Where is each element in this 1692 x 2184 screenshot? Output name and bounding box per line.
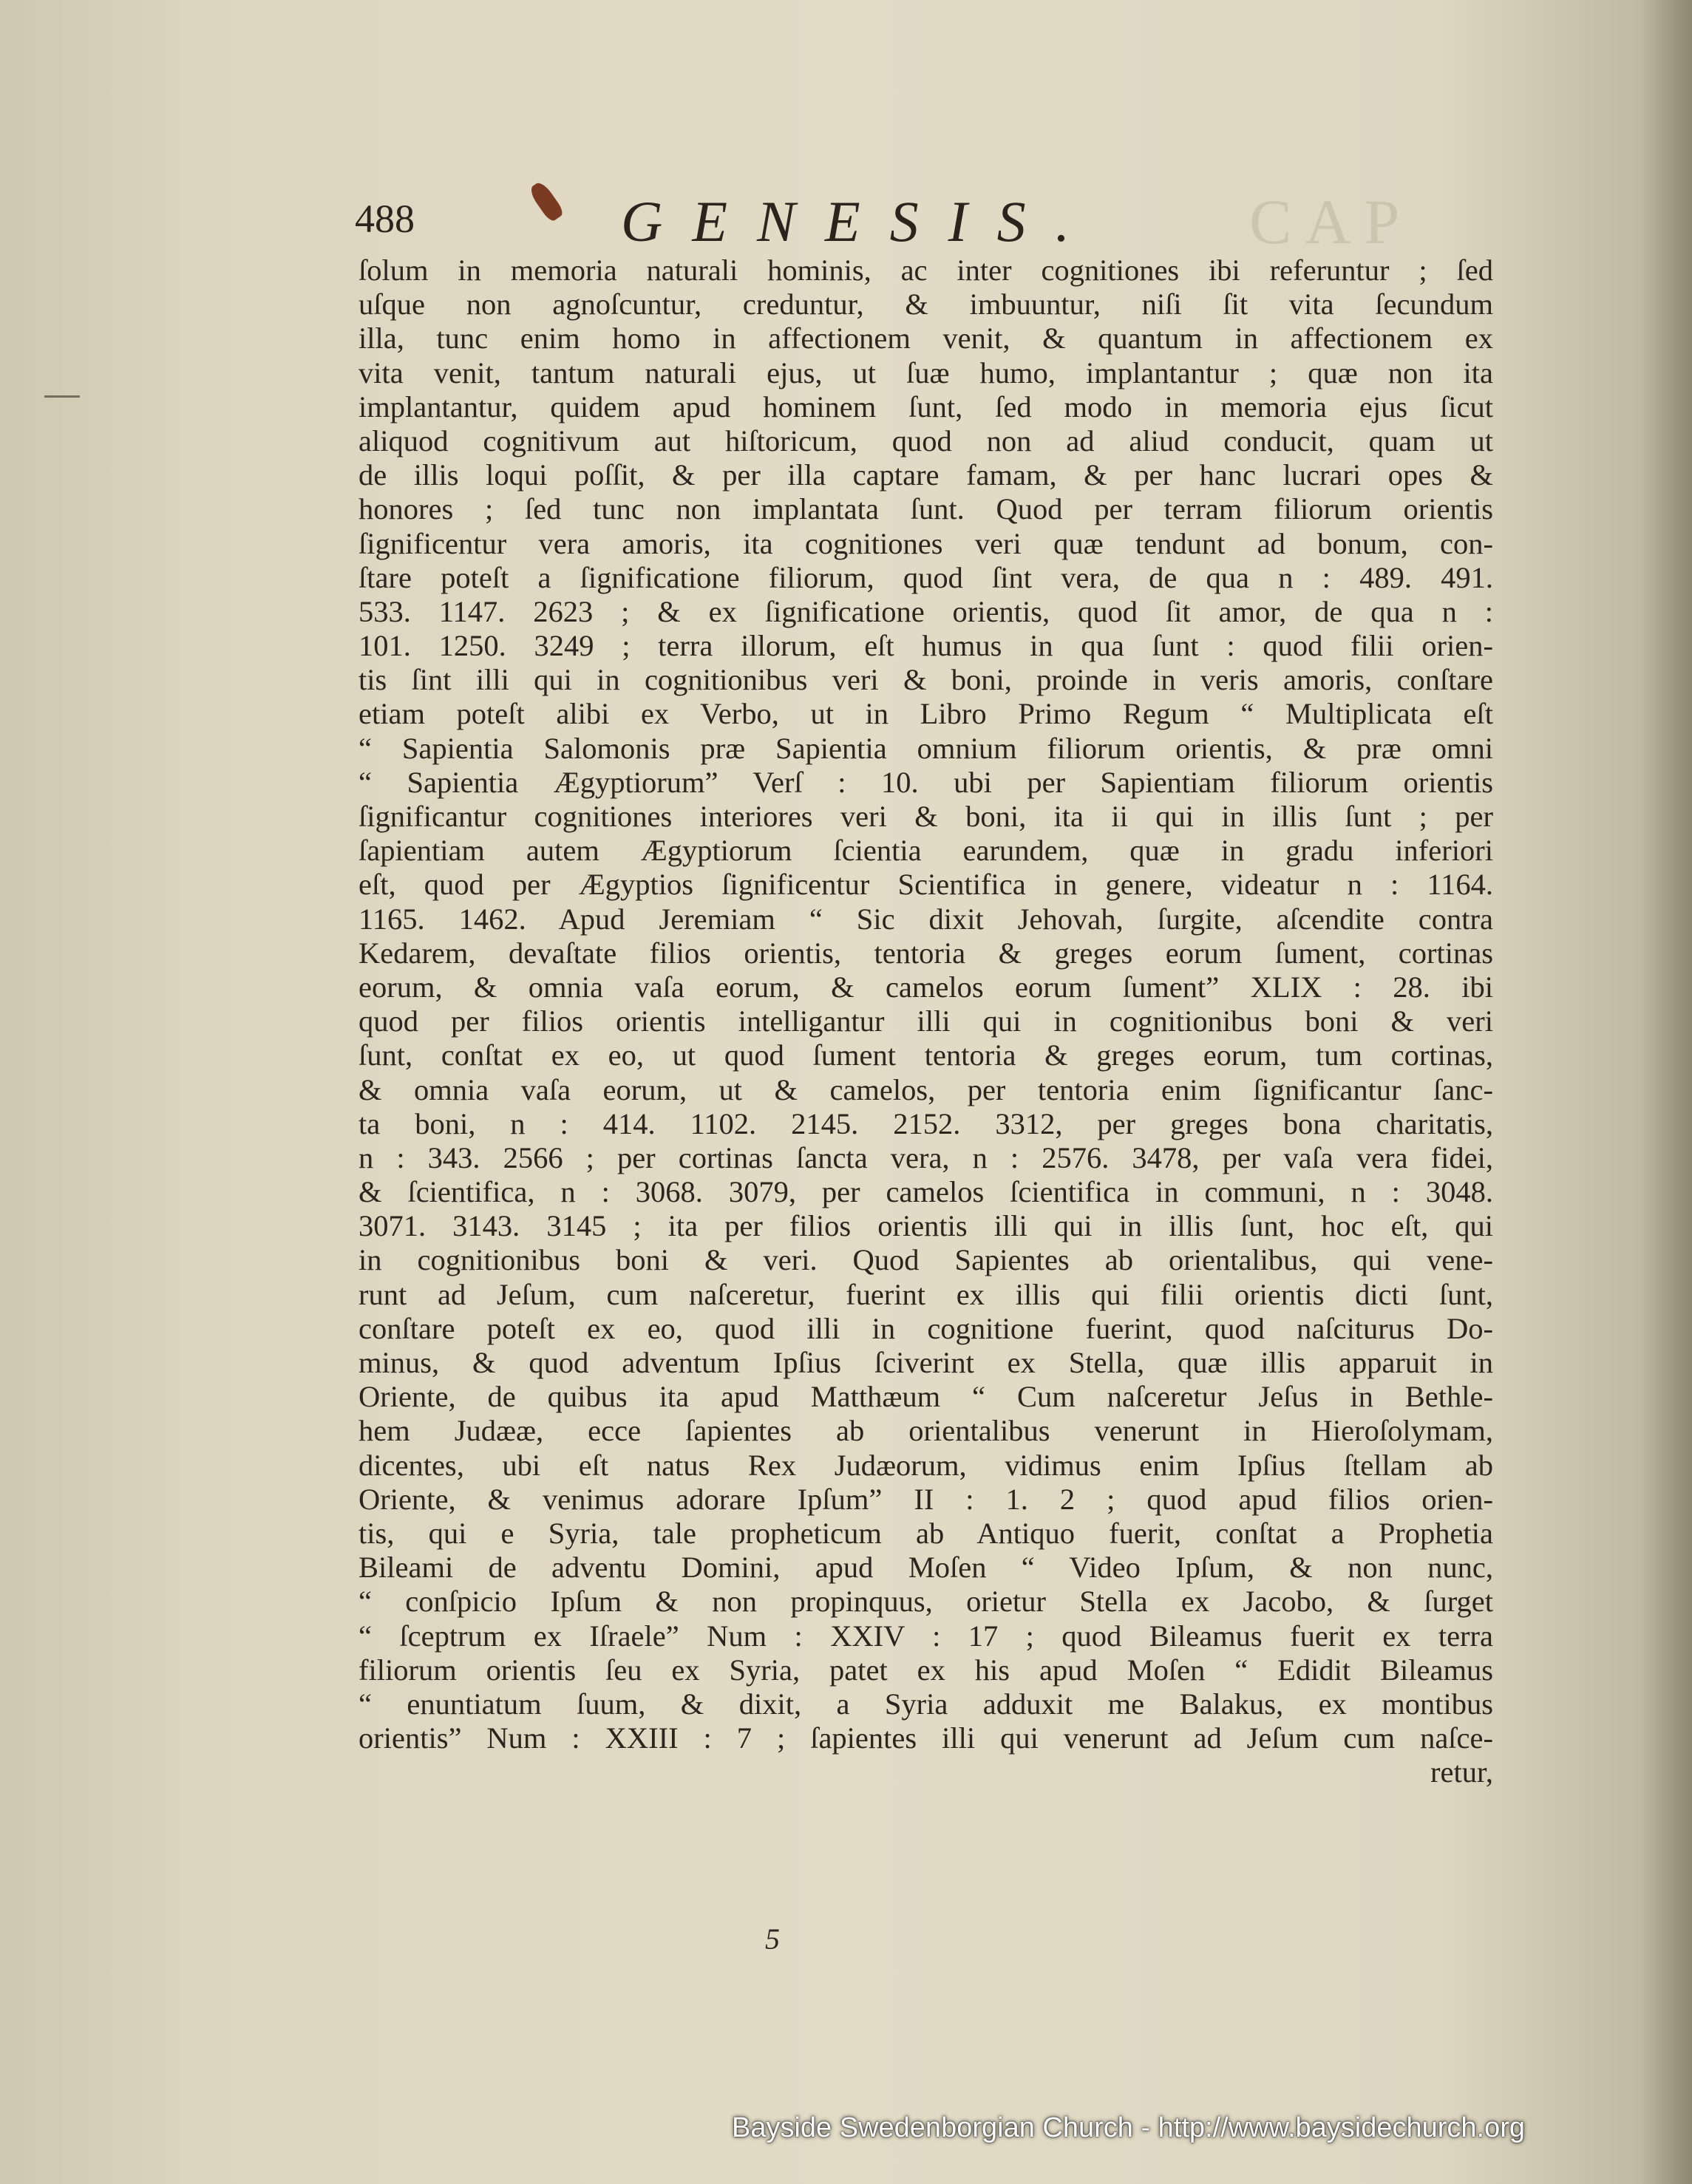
text-line: in cognitionibus boni & veri. Quod Sapientes ab orientalibus, qui vene- xyxy=(359,1243,1493,1277)
page-number: 488 xyxy=(355,197,415,241)
page-gutter-shadow xyxy=(1640,0,1692,2184)
text-line: de illis loqui poſſit, & per illa captare famam, & per hanc lucrari opes & xyxy=(359,458,1493,492)
text-line: ſignificantur cognitiones interiores veri & boni, ita ii qui in illis ſunt ; per xyxy=(359,800,1493,833)
margin-mark xyxy=(44,395,80,398)
text-line: ta boni, n : 414. 1102. 2145. 2152. 3312, per greges bona charitatis, xyxy=(359,1106,1493,1140)
text-line: ſunt, conſtat ex eo, ut quod ſument tentoria & greges eorum, tum cortinas, xyxy=(359,1038,1493,1072)
text-line: ſapientiam autem Ægyptiorum ſcientia earundem, quæ in gradu inferiori xyxy=(359,834,1493,868)
text-line: eſt, quod per Ægyptios ſignificentur Scientifica in genere, videatur n : 1164. xyxy=(359,868,1493,902)
text-line: tis ſint illi qui in cognitionibus veri & boni, proinde in veris amoris, conſtare xyxy=(359,663,1493,697)
text-line: “ conſpicio Ipſum & non propinquus, orietur Stella ex Jacobo, & ſurget xyxy=(359,1585,1493,1619)
text-line: orientis” Num : XXIII : 7 ; ſapientes illi qui venerunt ad Jeſum cum naſce- xyxy=(359,1721,1493,1755)
page-header xyxy=(355,188,1567,255)
text-line: “ enuntiatum ſuum, & dixit, a Syria adduxit me Balakus, ex montibus xyxy=(359,1687,1493,1721)
running-title: GENESIS. xyxy=(621,189,1100,254)
text-line: & ſcientifica, n : 3068. 3079, per camelos ſcientifica in communi, n : 3048. xyxy=(359,1175,1493,1209)
text-line: uſque non agnoſcuntur, creduntur, & imbuuntur, niſi ſit vita ſecundum xyxy=(359,288,1493,322)
text-line: 1165. 1462. Apud Jeremiam “ Sic dixit Jehovah, ſurgite, aſcendite contra xyxy=(359,902,1493,936)
body-text xyxy=(359,254,1493,1789)
text-line: implantantur, quidem apud hominem ſunt, ſed modo in memoria ejus ſicut xyxy=(359,389,1493,423)
text-line: 101. 1250. 3249 ; terra illorum, eſt humus in qua ſunt : quod filii orien- xyxy=(359,629,1493,663)
text-line: Bileami de adventu Domini, apud Moſen “ Video Ipſum, & non nunc, xyxy=(359,1551,1493,1585)
text-line: Oriente, & venimus adorare Ipſum” II : 1. 2 ; quod apud filios orien- xyxy=(359,1482,1493,1516)
text-line: 533. 1147. 2623 ; & ex ſignificatione orientis, quod ſit amor, de qua n : xyxy=(359,594,1493,628)
text-line: vita venit, tantum naturali ejus, ut ſuæ humo, implantantur ; quæ non ita xyxy=(359,356,1493,389)
text-line: ſtare poteſt a ſignificatione filiorum, quod ſint vera, de qua n : 489. 491. xyxy=(359,560,1493,594)
text-line: retur, xyxy=(1430,1755,1493,1789)
text-line: tis, qui e Syria, tale propheticum ab Antiquo fuerit, conſtat a Prophetia xyxy=(359,1516,1493,1550)
text-line: illa, tunc enim homo in affectionem venit, & quantum in affectionem ex xyxy=(359,322,1493,356)
text-line: aliquod cognitivum aut hiſtoricum, quod non ad aliud conducit, quam ut xyxy=(359,423,1493,457)
signature-mark: 5 xyxy=(765,1922,780,1956)
text-line: & omnia vaſa eorum, ut & camelos, per tentoria enim ſignificantur ſanc- xyxy=(359,1072,1493,1106)
text-line: dicentes, ubi eſt natus Rex Judæorum, vidimus enim Ipſius ſtellam ab xyxy=(359,1448,1493,1482)
text-line: Kedarem, devaſtate filios orientis, tentoria & greges eorum ſument, cortinas xyxy=(359,936,1493,970)
text-line: “ Sapientia Ægyptiorum” Verſ : 10. ubi per Sapientiam filiorum orientis xyxy=(359,765,1493,799)
watermark: Bayside Swedenborgian Church - http://www.baysidechurch.org xyxy=(732,2112,1526,2143)
text-line: ſignificentur vera amoris, ita cognitiones veri quæ tendunt ad bonum, con- xyxy=(359,526,1493,560)
text-line: Oriente, de quibus ita apud Matthæum “ Cum naſceretur Jeſus in Bethle- xyxy=(359,1380,1493,1414)
text-line: eorum, & omnia vaſa eorum, & camelos eorum ſument” XLIX : 28. ibi xyxy=(359,970,1493,1004)
text-line: quod per filios orientis intelligantur illi qui in cognitionibus boni & veri xyxy=(359,1004,1493,1038)
text-line: hem Judææ, ecce ſapientes ab orientalibus venerunt in Hieroſolymam, xyxy=(359,1414,1493,1448)
text-line: n : 343. 2566 ; per cortinas ſancta vera, n : 2576. 3478, per vaſa vera fidei, xyxy=(359,1140,1493,1174)
text-line: 3071. 3143. 3145 ; ita per filios orientis illi qui in illis ſunt, hoc eſt, qui xyxy=(359,1209,1493,1243)
text-line: ſolum in memoria naturali hominis, ac inter cognitiones ibi referuntur ; ſed xyxy=(359,254,1493,287)
text-line: conſtare poteſt ex eo, quod illi in cognitione fuerint, quod naſciturus Do- xyxy=(359,1311,1493,1345)
text-line: honores ; ſed tunc non implantata ſunt. Quod per terram filiorum orientis xyxy=(359,492,1493,526)
text-line: minus, & quod adventum Ipſius ſciverint ex Stella, quæ illis apparuit in xyxy=(359,1346,1493,1379)
show-through-text: CAP xyxy=(1249,186,1413,257)
text-line: “ Sapientia Salomonis præ Sapientia omnium filiorum orientis, & præ omni xyxy=(359,731,1493,765)
text-line: filiorum orientis ſeu ex Syria, patet ex his apud Moſen “ Edidit Bileamus xyxy=(359,1653,1493,1687)
text-line: “ ſceptrum ex Iſraele” Num : XXIV : 17 ; quod Bileamus fuerit ex terra xyxy=(359,1619,1493,1653)
text-line: runt ad Jeſum, cum naſceretur, fuerint ex illis qui filii orientis dicti ſunt, xyxy=(359,1277,1493,1311)
text-line: etiam poteſt alibi ex Verbo, ut in Libro Primo Regum “ Multiplicata eſt xyxy=(359,697,1493,731)
